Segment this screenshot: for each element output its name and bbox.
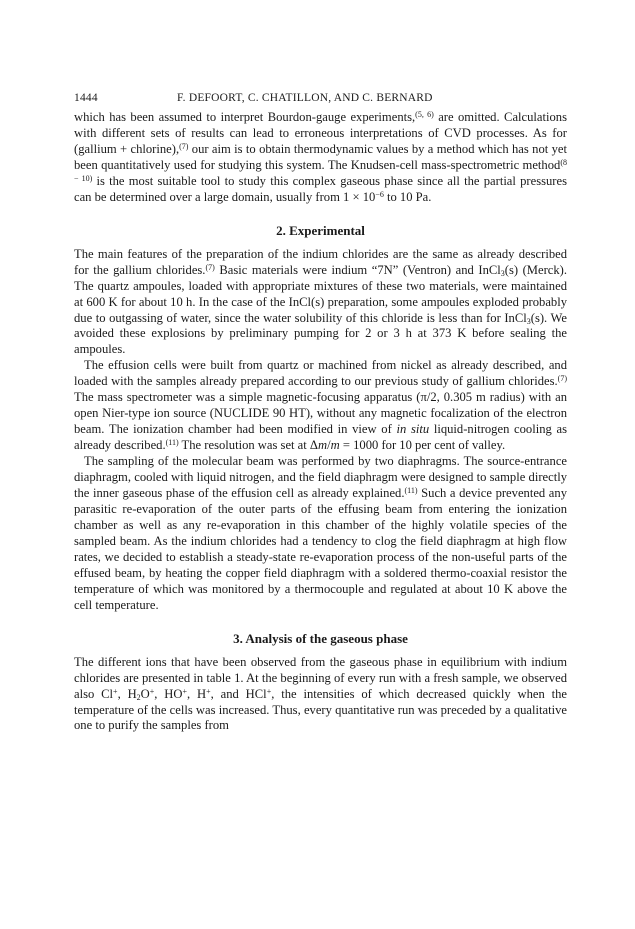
running-head (74, 92, 567, 108)
section-heading-analysis: 3. Analysis of the gaseous phase (233, 630, 408, 646)
experimental-paragraph-3: The sampling of the molecular beam was performed by two diaphragms. The source-entrance diaphragm, cooled with liquid nitrogen, and the field diaphragm were designed to sample directly the inner gaseous phase of the effusion cell as already explained.$^{(11)}$ Such a device prevented any parasitic re-evaporation of the outer parts of the effusing beam from entering the ionization chamber as well as any re-evaporation in this chamber of the highly volatile species of the sampled beam. As the indium chlorides had a tendency to clog the field diaphragm at high flow rates, we decided to establish a steady-state re-evaporation process of the non-useful parts of the effused beam, by heating the copper field diaphragm with a soldered thermo-coaxial resistor the temperature of which was monitored by a thermocouple and regulated at about 10 K above the cell temperature. (74, 454, 567, 612)
journal-page (74, 92, 567, 734)
citation-ref[interactable]: (11) (165, 438, 179, 448)
citation-ref[interactable]: (11) (404, 486, 418, 496)
experimental-paragraph-1: The main features of the preparation of the indium chlorides are the same as already described for the gallium chlorides.$^{(7)}$ Basic materials were indium “7N” (Ventron) and InCl$_3$(s) (Merck). The quartz ampoules, loaded with appropriate mixtures of these two materials, were maintained at 600 K for about 10 h. In the case of the InCl(s) preparation, some ampoules exploded probably due to outgassing of water, since the water solubility of this chloride is less than for InCl$_3$(s). We avoided these explosions by preliminary pumping for 2 or 3 h at 373 K before sealing the ampoules. (74, 246, 568, 357)
experimental-paragraph-2: The effusion cells were built from quartz or machined from nickel as already described, and loaded with the samples already prepared according to our previous study of gallium chlorides.$^{(7)}$ The mass spectrometer was a simple magnetic-focusing apparatus (π/2, 0.305 m radius) with an open Nier-type ion source (NUCLIDE 90 HT), without any magnetic focalization of the electron beam. The ionization chamber had been modified in view of in situ liquid-nitrogen cooling as already described.$^{(11)}$ The resolution was set at Δm/m = 1000 for 10 per cent of valley. (74, 358, 567, 453)
page-number: 1444 (74, 92, 98, 104)
intro-paragraph: which has been assumed to interpret Bourdon-gauge experiments,$^{(5, 6)}$ are omitted. Calculations with different sets of results can lead to erroneous interpretations of CVD processes. As for (gallium + chlorine),$^{(7)}$ our aim is to obtain thermodynamic values by a method which has not yet been quantitatively used for studying this system. The Knudsen-cell mass-spectrometric method$^{(8 - 10)}$ is the most suitable tool to study this complex gaseous phase since all the partial pressures can be determined over a large domain, usually from $1 \times 10^{-6}$ to 10 Pa. (74, 110, 568, 204)
citation-ref[interactable]: (7) (205, 262, 215, 272)
citation-ref[interactable]: (5, 6) (415, 110, 434, 119)
citation-ref[interactable]: (7) (557, 374, 567, 384)
exponent: −6 (375, 189, 384, 199)
running-head-authors: F. DEFOORT, C. CHATILLON, AND C. BERNARD (177, 92, 433, 104)
analysis-paragraph-1: The different ions that have been observed from the gaseous phase in equilibrium with indium chlorides are presented in table 1. At the beginning of every run with a fresh sample, we observed also Cl+, $H_2O^+$, HO+, H+, and HCl+, the intensities of which decreased quickly when the temperature of the cells was increased. Thus, every quantitative run was preceded by a qualitative one to purify the samples from (74, 654, 567, 733)
citation-ref[interactable]: (7) (179, 141, 189, 151)
section-heading-experimental: 2. Experimental (276, 222, 365, 238)
citation-ref[interactable]: (8 − 10) (74, 157, 567, 183)
